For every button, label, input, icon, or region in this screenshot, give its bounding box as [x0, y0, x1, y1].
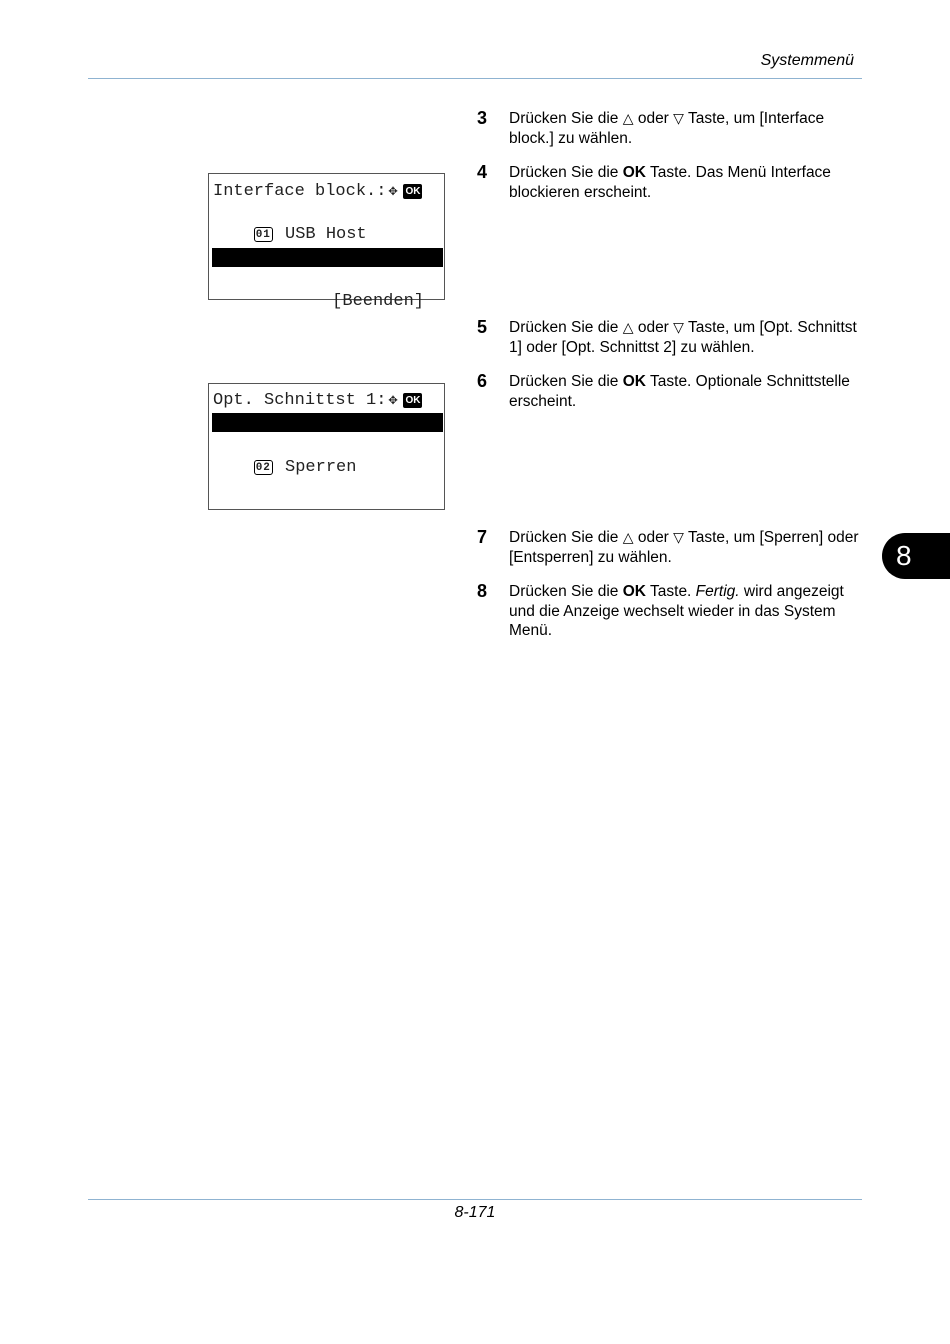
- lcd-menu-item-selected: [212, 413, 443, 451]
- step-text: Drücken Sie die OK Taste. Fertig. wird angezeigt und die Anzeige wechselt wieder in das System Menü.: [509, 583, 844, 639]
- up-arrow-key-icon: △: [622, 319, 634, 335]
- down-arrow-key-icon: ▽: [673, 319, 684, 335]
- navigation-icon: ✥: [388, 183, 398, 200]
- step-number: 3: [477, 108, 488, 128]
- header-rule: [88, 78, 862, 79]
- lcd-screen-opt-interface: [208, 383, 445, 510]
- footer-rule: [88, 1199, 862, 1200]
- lcd-menu-item: [213, 226, 444, 247]
- step-text: Drücken Sie die △ oder ▽ Taste, um [Opt. Schnittst 1] oder [Opt. Schnittst 2] zu wählen.: [509, 319, 857, 356]
- down-arrow-key-icon: ▽: [673, 529, 684, 545]
- exit-softkey-label: [Beenden]: [332, 292, 424, 311]
- lcd-screen-interface-block: [208, 173, 445, 311]
- number-key-icon: 01: [255, 229, 271, 241]
- number-key-icon: 02: [255, 462, 271, 474]
- page-header-title: Systemmenü: [760, 52, 854, 69]
- number-key-icon: 03: [254, 271, 270, 283]
- instruction-step: [477, 163, 867, 202]
- step-number: 5: [477, 317, 488, 337]
- lcd-title: Interface block.:: [213, 182, 387, 201]
- up-arrow-key-icon: △: [622, 110, 634, 126]
- lcd-menu-item-selected: [212, 248, 443, 286]
- lcd-menu-item: [213, 436, 444, 477]
- ok-key-icon: OK: [405, 395, 421, 406]
- step-number: 4: [477, 162, 488, 182]
- lcd-title: Opt. Schnittst 1:: [213, 391, 387, 410]
- lcd-title-row: [213, 181, 444, 202]
- ok-key-label: OK: [622, 583, 646, 600]
- lcd-footer-row: [213, 270, 444, 311]
- menu-item-label: *Entsperren: [273, 432, 387, 451]
- instruction-step: [477, 318, 867, 357]
- ok-key-icon: OK: [405, 186, 421, 197]
- instruction-step: [477, 372, 867, 411]
- instruction-step: [477, 109, 867, 148]
- instruction-step: [477, 528, 867, 567]
- step-number: 6: [477, 371, 488, 391]
- step-text: Drücken Sie die △ oder ▽ Taste, um [Sperren] oder [Entsperren] zu wählen.: [509, 529, 859, 566]
- up-arrow-key-icon: △: [622, 529, 634, 545]
- step-text: Drücken Sie die OK Taste. Optionale Schnittstelle erscheint.: [509, 373, 850, 410]
- instruction-step: [477, 582, 867, 641]
- menu-item-label: USB Host: [274, 225, 367, 244]
- menu-item-label: Sperren: [274, 458, 357, 477]
- down-arrow-key-icon: ▽: [673, 110, 684, 126]
- step-number: 8: [477, 581, 488, 601]
- chapter-tab: 8: [882, 533, 950, 579]
- navigation-icon: ✥: [388, 392, 398, 409]
- menu-item-label: Opt Schnittst 1: [273, 267, 438, 286]
- lcd-menu-item: [213, 203, 444, 244]
- step-text: Drücken Sie die △ oder ▽ Taste, um [Interface block.] zu wählen.: [509, 110, 825, 147]
- lcd-title-row: [213, 390, 444, 411]
- ok-key-label: OK: [622, 373, 646, 390]
- number-key-icon: 01: [254, 436, 270, 448]
- completion-message: Fertig.: [695, 583, 740, 600]
- page-number: 8-171: [454, 1204, 496, 1221]
- ok-key-label: OK: [622, 164, 646, 181]
- step-number: 7: [477, 527, 488, 547]
- step-text: Drücken Sie die OK Taste. Das Menü Interface blockieren erscheint.: [509, 164, 831, 201]
